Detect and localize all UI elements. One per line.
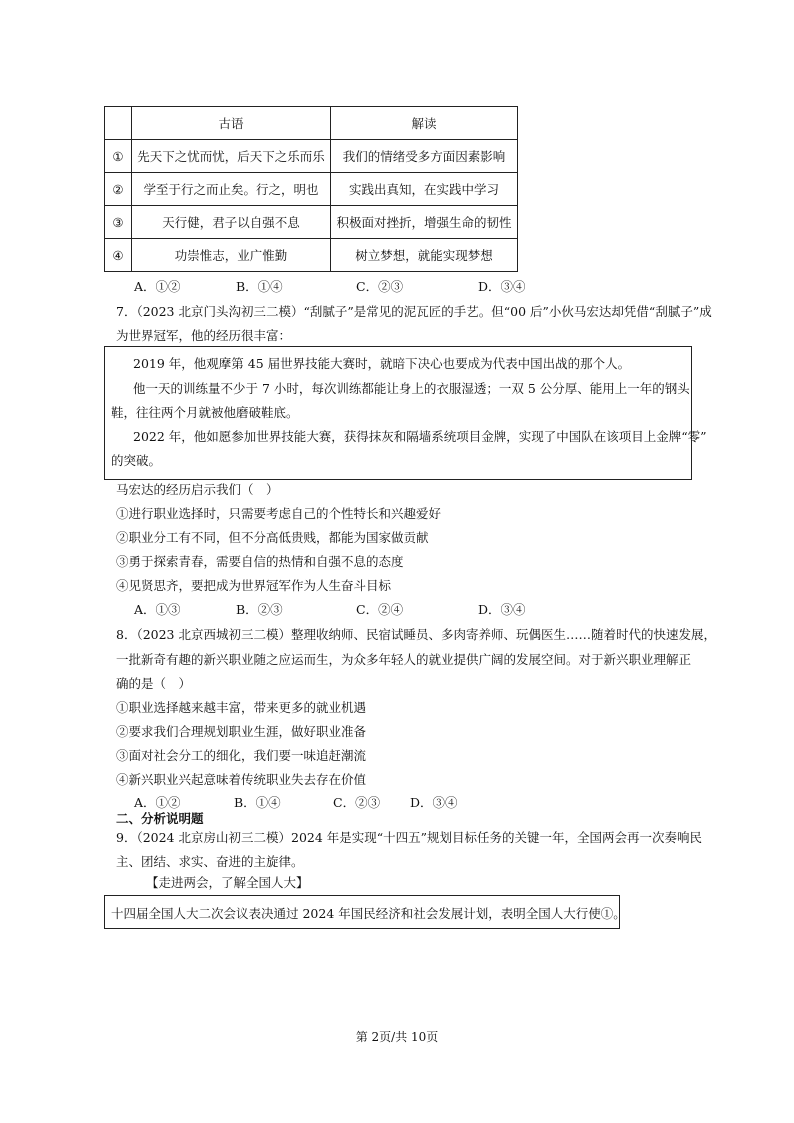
table-header-ancient: 古语 (132, 107, 331, 140)
q8-item: ①职业选择越来越丰富，带来更多的就业机遇 (116, 700, 367, 715)
q8-stem-line: 确的是（ ） (116, 676, 192, 691)
interpretation: 树立梦想，就能实现梦想 (331, 239, 518, 272)
q8-option-c: C．②③ (333, 795, 381, 810)
q7-stem-line2: 为世界冠军，他的经历很丰富： (116, 328, 292, 343)
interpretation: 我们的情绪受多方面因素影响 (331, 140, 518, 173)
table-row (105, 140, 518, 173)
row-number: ④ (105, 239, 132, 272)
q7-option-a: A．①③ (134, 602, 181, 617)
q7-option-d: D．③④ (478, 602, 526, 617)
q8-stem-line: 一批新奇有趣的新兴职业随之应运而生，为众多年轻人的就业提供广阔的发展空间。对于新兴职业理解正 (116, 652, 692, 667)
row-number: ② (105, 173, 132, 206)
material-paragraph: 他一天的训练量不少于 7 小时，每次训练都能让身上的衣服湿透；一双 5 公分厚、能用上一年的钢头 (133, 381, 690, 396)
q8-item: ③面对社会分工的细化，我们要一味追赶潮流 (116, 748, 367, 763)
q8-item: ④新兴职业兴起意味着传统职业失去存在价值 (116, 772, 367, 787)
q7-item: ①进行职业选择时，只需要考虑自己的个性特长和兴趣爱好 (116, 506, 442, 521)
q6-option-b: B．①④ (236, 279, 283, 294)
material-paragraph: 的突破。 (111, 453, 162, 468)
quote-table (104, 106, 518, 272)
q7-stem-line1: 7．（2023 北京门头沟初三二模）“刮腻子”是常见的泥瓦匠的手艺。但“00 后”小伙马宏达却凭借“刮腻子”成 (116, 304, 712, 319)
table-header-empty (105, 107, 132, 140)
table-header-interpretation: 解读 (331, 107, 518, 140)
row-number: ③ (105, 206, 132, 239)
interpretation: 积极面对挫折，增强生命的韧性 (331, 206, 518, 239)
ancient-saying: 天行健，君子以自强不息 (132, 206, 331, 239)
material-paragraph: 2019 年，他观摩第 45 届世界技能大赛时，就暗下决心也要成为代表中国出战的那个人。 (133, 356, 631, 371)
ancient-saying: 先天下之忧而忧，后天下之乐而乐 (132, 140, 331, 173)
table-row (105, 173, 518, 206)
interpretation: 实践出真知，在实践中学习 (331, 173, 518, 206)
material-text: 十四届全国人大二次会议表决通过 2024 年国民经济和社会发展计划，表明全国人大行使①。 (111, 906, 626, 921)
q8-item: ②要求我们合理规划职业生涯，做好职业准备 (116, 724, 367, 739)
q9-stem-line1: 9．（2024 北京房山初三二模）2024 年是实现“十四五”规划目标任务的关键一年，全国两会再一次奏响民 (116, 830, 703, 845)
ancient-saying: 功崇惟志，业广惟勤 (132, 239, 331, 272)
q8-option-b: B．①④ (234, 795, 281, 810)
q6-option-d: D．③④ (478, 279, 526, 294)
q9-stem-line2: 主、团结、求实、奋进的主旋律。 (116, 854, 304, 869)
q6-option-c: C．②③ (356, 279, 404, 294)
table-row (105, 239, 518, 272)
q9-material-box (104, 895, 626, 929)
row-number: ① (105, 140, 132, 173)
table-header-row (105, 107, 518, 140)
q8-option-d: D．③④ (410, 795, 458, 810)
q7-option-c: C．②④ (356, 602, 404, 617)
q9-sub-heading: 【走进两会，了解全国人大】 (146, 875, 309, 890)
material-paragraph: 鞋，往往两个月就被他磨破鞋底。 (111, 405, 299, 420)
table-row (105, 206, 518, 239)
q8-option-a: A．①② (134, 795, 181, 810)
section-heading: 二、分析说明题 (116, 811, 204, 826)
q8-stem-line: 8．（2023 北京西城初三二模）整理收纳师、民宿试睡员、多肉寄养师、玩偶医生……随着时代的快速发展， (116, 627, 716, 642)
q7-item: ④见贤思齐，要把成为世界冠军作为人生奋斗目标 (116, 578, 392, 593)
page-footer: 第 2页/共 10页 (355, 1030, 439, 1044)
q7-item: ③勇于探索青春，需要自信的热情和自强不息的态度 (116, 554, 404, 569)
q7-option-b: B．②③ (236, 602, 283, 617)
q6-option-a: A．①② (134, 279, 181, 294)
q7-question: 马宏达的经历启示我们（ ） (116, 482, 279, 497)
ancient-saying: 学至于行之而止矣。行之，明也 (132, 173, 331, 206)
q7-item: ②职业分工有不同，但不分高低贵贱，都能为国家做贡献 (116, 530, 429, 545)
material-paragraph: 2022 年，他如愿参加世界技能大赛，获得抹灰和隔墙系统项目金牌，实现了中国队在该项目上金牌“零” (133, 429, 707, 444)
q7-material-box (104, 346, 707, 480)
